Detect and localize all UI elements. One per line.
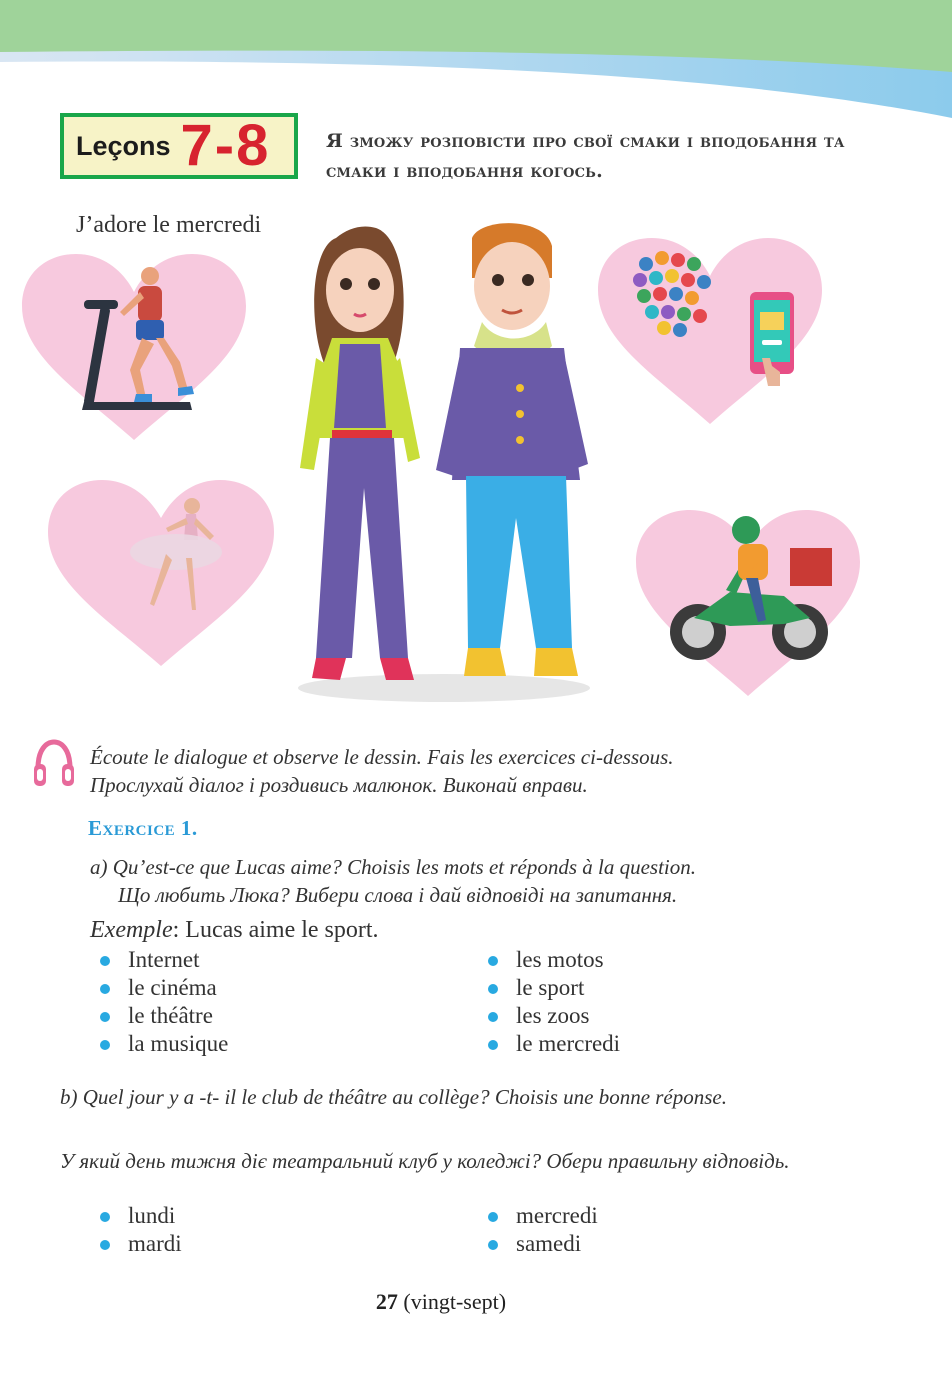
- option-label: samedi: [516, 1231, 582, 1256]
- question-a-fr: a) Qu’est-ce que Lucas aime? Choisis les mots et réponds à la question.: [90, 855, 697, 879]
- list-item[interactable]: [478, 974, 620, 1002]
- audio-instructions: [90, 743, 920, 799]
- option-label: mercredi: [516, 1203, 598, 1228]
- list-item[interactable]: [90, 1202, 182, 1230]
- bullet-icon: [100, 1040, 110, 1050]
- bullet-icon: [100, 1212, 110, 1222]
- bullet-icon: [100, 1240, 110, 1250]
- option-label: le cinéma: [128, 975, 217, 1000]
- option-label: le sport: [516, 975, 585, 1000]
- list-item[interactable]: [478, 1030, 620, 1058]
- top-decorative-band: [0, 0, 952, 120]
- list-item[interactable]: [90, 1002, 228, 1030]
- heart-internet-illustration: [596, 236, 824, 426]
- options-b-left: [90, 1202, 182, 1258]
- bullet-icon: [100, 984, 110, 994]
- question-b-fr: b) Quel jour y a -t- il le club de théâtre au collège? Choisis une bonne réponse.: [60, 1085, 727, 1109]
- option-label: mardi: [128, 1231, 182, 1256]
- list-item[interactable]: [90, 974, 228, 1002]
- heart-treadmill-illustration: [20, 252, 248, 442]
- lesson-word: Leçons: [76, 130, 171, 161]
- bullet-icon: [100, 1012, 110, 1022]
- page-number-digits: 27: [375, 1289, 398, 1314]
- question-b-uk: У який день тижня діє театральний клуб у коледжі? Обери правильну відповідь.: [60, 1149, 790, 1173]
- girl-and-boy-illustration: [296, 218, 592, 704]
- example-text: : Lucas aime le sport.: [172, 917, 379, 943]
- option-label: le mercredi: [516, 1031, 621, 1056]
- bullet-icon: [488, 1040, 498, 1050]
- list-item[interactable]: [478, 1002, 620, 1030]
- question-a: [90, 853, 850, 909]
- bullet-icon: [488, 984, 498, 994]
- option-label: les motos: [516, 947, 604, 972]
- options-a-right: [478, 946, 620, 1058]
- question-a-uk: Що любить Люка? Вибери слова і дай відповіді на запитання.: [118, 883, 678, 907]
- smartphone-icon: [750, 292, 794, 386]
- heart-motorbike-illustration: [634, 508, 862, 698]
- option-label: Internet: [128, 947, 200, 972]
- boy-figure: [436, 223, 588, 676]
- instruction-fr: Écoute le dialogue et observe le dessin. Fais les exercices ci-dessous.: [90, 745, 674, 769]
- bullet-icon: [488, 1012, 498, 1022]
- headphones-icon[interactable]: [32, 738, 76, 790]
- example-label: Exemple: [90, 917, 173, 943]
- option-label: le théâtre: [128, 1003, 213, 1028]
- heart-shape: [22, 254, 246, 440]
- bullet-icon: [100, 956, 110, 966]
- instruction-uk: Прослухай діалог і роздивись малюнок. Виконай вправи.: [90, 773, 588, 797]
- list-item[interactable]: [90, 1230, 182, 1258]
- list-item[interactable]: [478, 1202, 598, 1230]
- lesson-objective: Я зможу розповісти про свої смаки і вподобання та смаки і вподобання когось.: [326, 130, 845, 182]
- list-item[interactable]: [90, 1030, 228, 1058]
- example-line: [90, 917, 379, 944]
- options-a-left: [90, 946, 228, 1058]
- illustration-caption: J’adore le mercredi: [76, 212, 262, 238]
- bullet-icon: [488, 1212, 498, 1222]
- bullet-icon: [488, 1240, 498, 1250]
- list-item[interactable]: [90, 946, 228, 974]
- floor-shadow: [298, 674, 590, 702]
- girl-figure: [300, 226, 420, 680]
- option-label: les zoos: [516, 1003, 590, 1028]
- list-item[interactable]: [478, 946, 620, 974]
- page-number: [0, 1289, 882, 1315]
- page-number-words: (vingt-sept): [397, 1289, 507, 1314]
- lesson-number: 7-8: [180, 113, 271, 178]
- heart-ballet-illustration: [46, 478, 276, 668]
- exercise-title: Exercice 1.: [88, 816, 198, 840]
- lesson-badge: [60, 113, 298, 179]
- options-b-right: [478, 1202, 598, 1258]
- bullet-icon: [488, 956, 498, 966]
- option-label: lundi: [128, 1203, 176, 1228]
- option-label: la musique: [128, 1031, 229, 1056]
- list-item[interactable]: [478, 1230, 598, 1258]
